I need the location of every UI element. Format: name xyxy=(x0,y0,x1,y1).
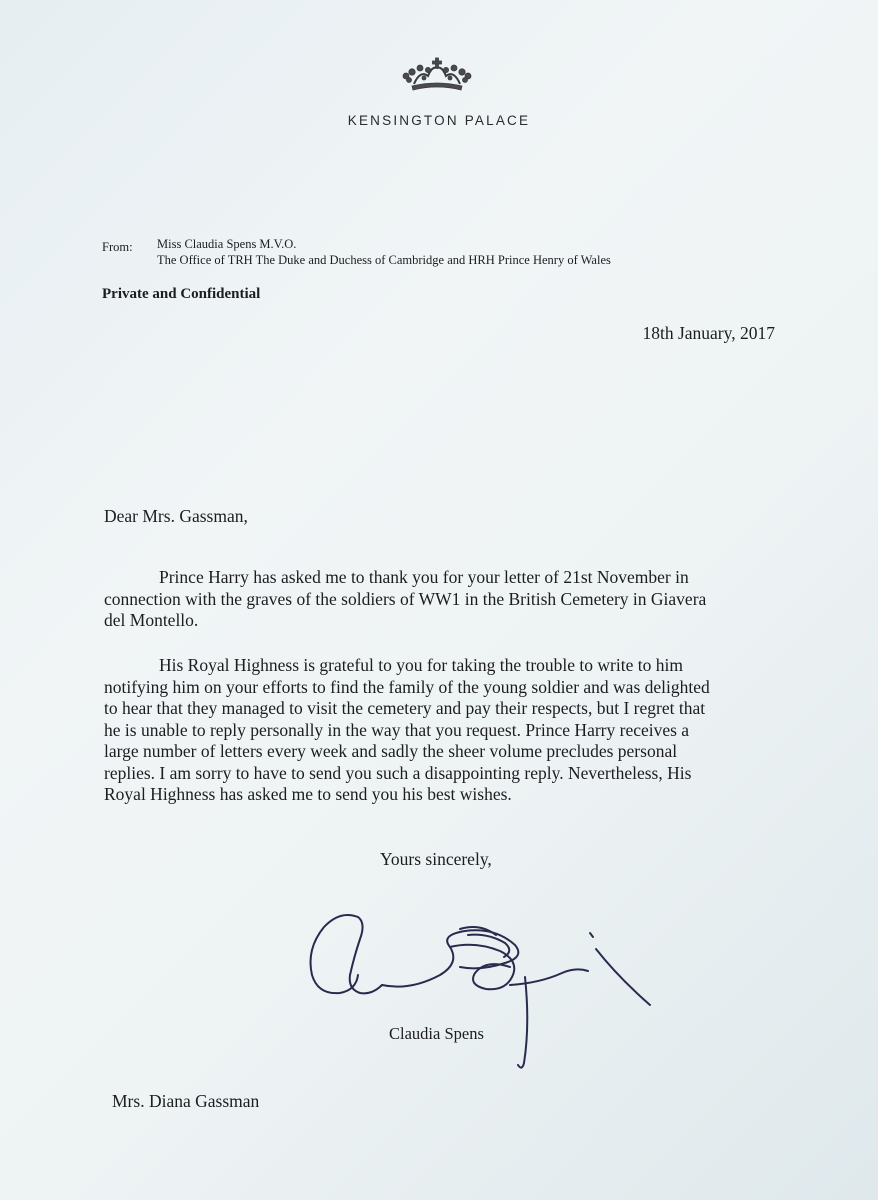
body-paragraph-2 xyxy=(104,655,786,806)
paragraph-line: Royal Highness has asked me to send you his best wishes. xyxy=(104,784,512,804)
sender-name: Miss Claudia Spens M.V.O. xyxy=(157,237,297,251)
paragraph-line: large number of letters every week and sadly the sheer volume precludes personal xyxy=(104,741,678,761)
paragraph-line: Prince Harry has asked me to thank you for your letter of 21st November in xyxy=(159,567,689,587)
salutation: Dear Mrs. Gassman, xyxy=(104,506,248,526)
classification-heading: Private and Confidential xyxy=(102,286,261,302)
paragraph-line: to hear that they managed to visit the cemetery and pay their respects, but I regret that xyxy=(104,698,706,718)
paragraph-line: His Royal Highness is grateful to you for taking the trouble to write to him xyxy=(159,655,683,675)
paragraph-line: connection with the graves of the soldiers of WW1 in the British Cemetery in Giavera xyxy=(104,588,707,609)
handwritten-signature xyxy=(300,905,660,1075)
signer-name: Claudia Spens xyxy=(389,1024,484,1043)
paragraph-line: notifying him on your efforts to find the family of the young soldier and was delighted xyxy=(104,676,710,697)
letterhead-title: KENSINGTON PALACE xyxy=(347,113,531,128)
recipient-name: Mrs. Diana Gassman xyxy=(112,1091,260,1111)
crown-crest-icon xyxy=(398,56,476,96)
sender-office: The Office of TRH The Duke and Duchess of Cambridge and HRH Prince Henry of Wales xyxy=(157,253,611,267)
paragraph-line: del Montello. xyxy=(104,610,199,630)
body-paragraph-1 xyxy=(104,567,786,632)
paragraph-line: replies. I am sorry to have to send you such a disappointing reply. Nevertheless, His xyxy=(104,762,692,783)
letter-date: 18th January, 2017 xyxy=(642,323,775,343)
from-label: From: xyxy=(102,240,133,254)
closing: Yours sincerely, xyxy=(380,849,492,869)
paragraph-line: he is unable to reply personally in the way that you request. Prince Harry receives a xyxy=(104,719,690,740)
